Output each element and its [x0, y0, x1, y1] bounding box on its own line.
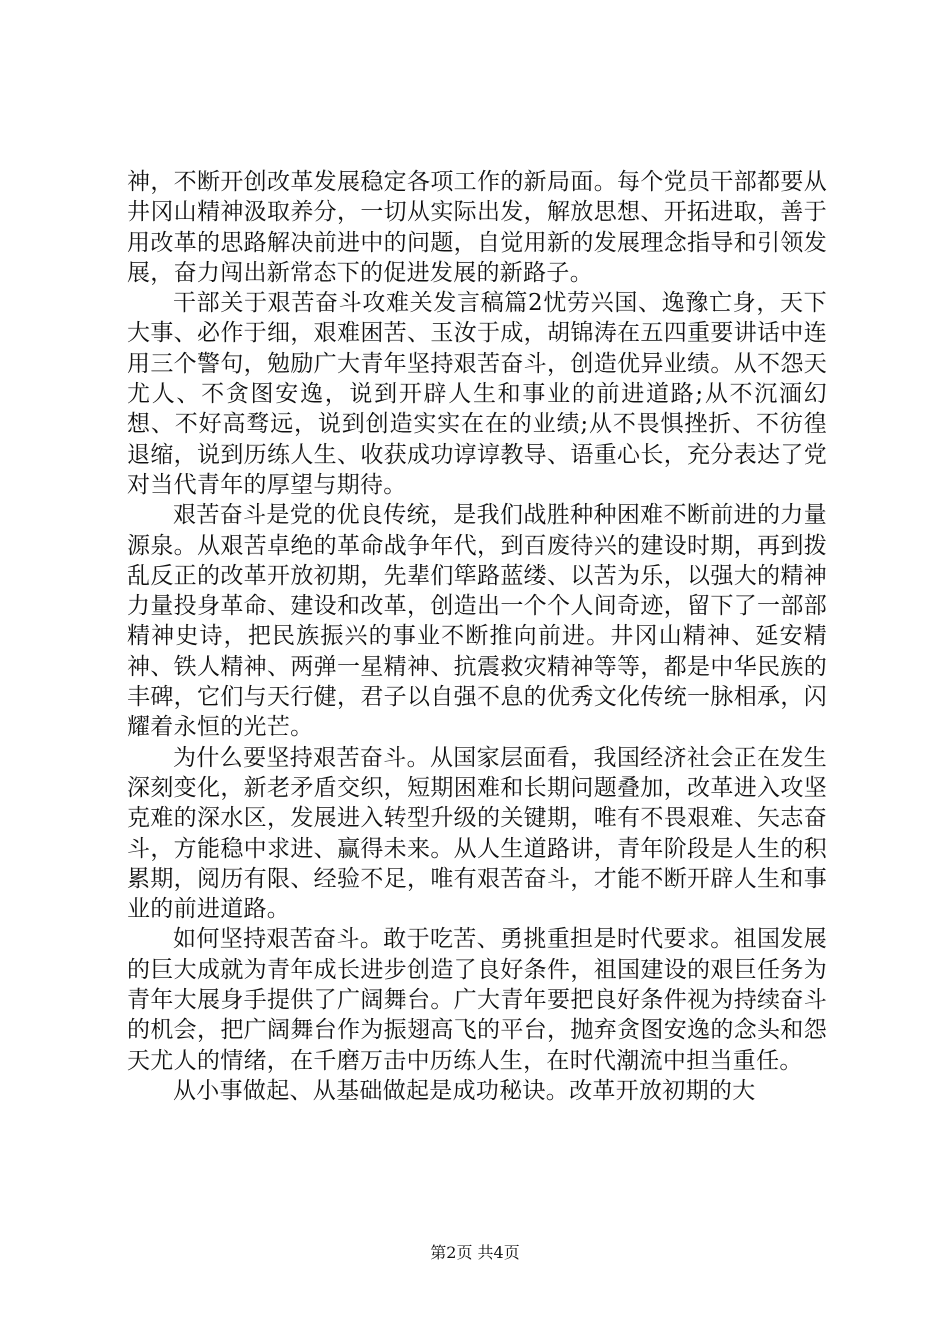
page-footer — [0, 1240, 950, 1263]
paragraph-3: 艰苦奋斗是党的优良传统，是我们战胜种种困难不断前进的力量源泉。从艰苦卓绝的革命战争年代，到百废待兴的建设时期，再到拨乱反正的改革开放初期，先辈们筚路蓝缕、以苦为乐，以强大的精神力量投身革命、建设和改革，创造出一个个人间奇迹，留下了一部部精神史诗，把民族振兴的事业不断推向前进。井冈山精神、延安精神、铁人精神、两弹一星精神、抗震救灾精神等等，都是中华民族的丰碑，它们与天行健，君子以自强不息的优秀文化传统一脉相承，闪耀着永恒的光芒。 — [127, 502, 827, 741]
paragraph-4: 为什么要坚持艰苦奋斗。从国家层面看，我国经济社会正在发生深刻变化，新老矛盾交织，短期困难和长期问题叠加，改革进入攻坚克难的深水区，发展进入转型升级的关键期，唯有不畏艰难、矢志奋斗，方能稳中求进、赢得未来。从人生道路讲，青年阶段是人生的积累期，阅历有限、经验不足，唯有艰苦奋斗，才能不断开辟人生和事业的前进道路。 — [127, 744, 827, 923]
page-number-label: 第2页 共4页 — [430, 1243, 520, 1262]
document-body — [127, 167, 827, 1106]
paragraph-6: 从小事做起、从基础做起是成功秘诀。改革开放初期的大 — [173, 1077, 756, 1104]
paragraph-2: 干部关于艰苦奋斗攻难关发言稿篇2忧劳兴国、逸豫亡身，天下大事、必作于细，艰难困苦、玉汝于成，胡锦涛在五四重要讲话中连用三个警句，勉励广大青年坚持艰苦奋斗，创造优异业绩。从不怨天尤人、不贪图安逸，说到开辟人生和事业的前进道路;从不沉湎幻想、不好高骛远，说到创造实实在在的业绩;从不畏惧挫折、不彷徨退缩，说到历练人生、收获成功谆谆教导、语重心长，充分表达了党对当代青年的厚望与期待。 — [127, 290, 827, 498]
paragraph-1: 神，不断开创改革发展稳定各项工作的新局面。每个党员干部都要从井冈山精神汲取养分，一切从实际出发，解放思想、开拓进取，善于用改革的思路解决前进中的问题，自觉用新的发展理念指导和引领发展，奋力闯出新常态下的促进发展的新路子。 — [127, 169, 827, 286]
paragraph-5: 如何坚持艰苦奋斗。敢于吃苦、勇挑重担是时代要求。祖国发展的巨大成就为青年成长进步创造了良好条件，祖国建设的艰巨任务为青年大展身手提供了广阔舞台。广大青年要把良好条件视为持续奋斗的机会，把广阔舞台作为振翅高飞的平台，抛弃贪图安逸的念头和怨天尤人的情绪，在千磨万击中历练人生，在时代潮流中担当重任。 — [127, 926, 827, 1074]
